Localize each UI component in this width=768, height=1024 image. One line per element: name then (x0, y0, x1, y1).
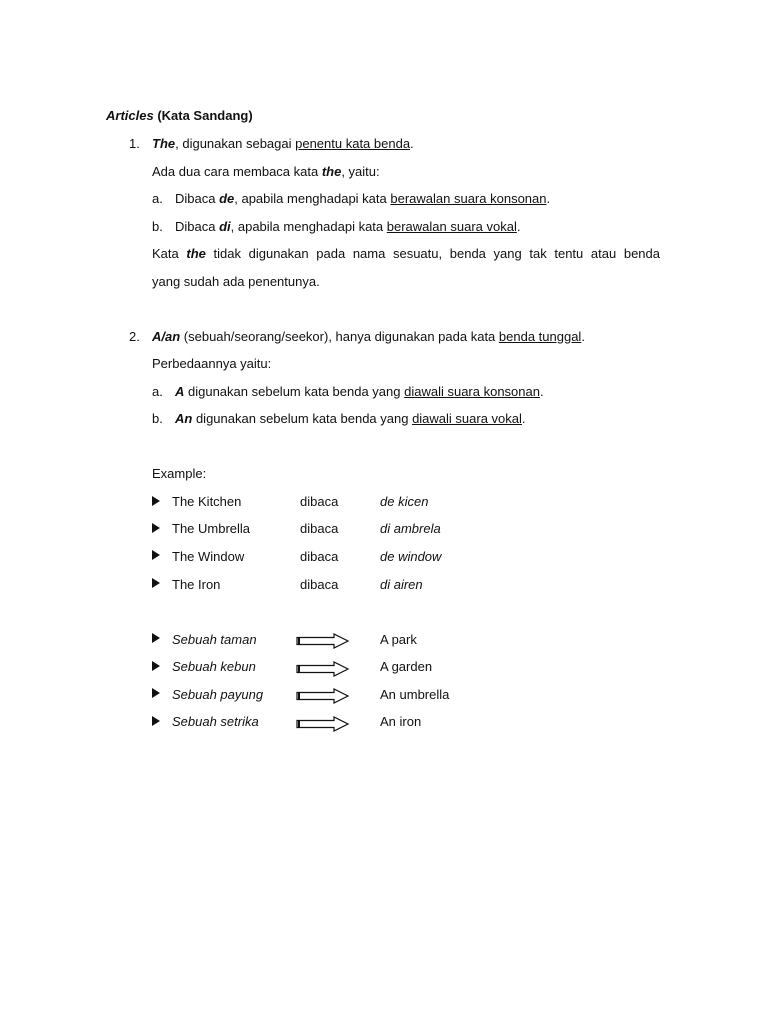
arrowhead-bullet-icon (152, 633, 160, 643)
translation-target: An umbrella (380, 687, 450, 702)
section-1-heading: The, digunakan sebagai penentu kata benda. (152, 136, 414, 151)
arrowhead-bullet-icon (152, 496, 160, 506)
section-1-note-line-2: yang sudah ada penentunya. (152, 274, 320, 289)
right-arrow-icon (296, 688, 350, 704)
translation-target: An iron (380, 714, 422, 729)
example-reading: de kicen (380, 494, 429, 509)
example-verb: dibaca (300, 494, 339, 509)
section-1-note: Kata the tidak digunakan pada nama sesuatu, benda yang tak tentu atau benda (152, 246, 660, 261)
translation-source: Sebuah taman (172, 632, 257, 647)
section-2-item-b-letter: b. (152, 411, 163, 426)
arrowhead-bullet-icon (152, 523, 160, 533)
example-word: The Umbrella (172, 521, 251, 536)
section-2-item-a: A digunakan sebelum kata benda yang diawali suara konsonan. (175, 384, 544, 399)
example-verb: dibaca (300, 521, 339, 536)
page-title: Articles (Kata Sandang) (106, 108, 253, 123)
arrowhead-bullet-icon (152, 661, 160, 671)
section-1-number: 1. (129, 136, 140, 151)
example-verb: dibaca (300, 549, 339, 564)
arrowhead-bullet-icon (152, 550, 160, 560)
section-1-item-b-letter: b. (152, 219, 163, 234)
example-word: The Window (172, 549, 245, 564)
example-label: Example: (152, 466, 207, 481)
right-arrow-icon (296, 661, 350, 677)
right-arrow-icon (296, 716, 350, 732)
section-1-item-b: Dibaca di, apabila menghadapi kata berawalan suara vokal. (175, 219, 521, 234)
section-1-item-a: Dibaca de, apabila menghadapi kata berawalan suara konsonan. (175, 191, 551, 206)
section-1-item-a-letter: a. (152, 191, 163, 206)
section-2-number: 2. (129, 329, 140, 344)
translation-source: Sebuah kebun (172, 659, 256, 674)
section-2-heading: A/an (sebuah/seorang/seekor), hanya digunakan pada kata benda tunggal. (152, 329, 585, 344)
section-2-item-a-letter: a. (152, 384, 163, 399)
section-1-line-2: Ada dua cara membaca kata the, yaitu: (152, 164, 380, 179)
arrowhead-bullet-icon (152, 688, 160, 698)
translation-target: A garden (380, 659, 433, 674)
example-verb: dibaca (300, 577, 339, 592)
arrowhead-bullet-icon (152, 716, 160, 726)
section-2-item-b: An digunakan sebelum kata benda yang diawali suara vokal. (175, 411, 526, 426)
example-reading: di airen (380, 577, 423, 592)
translation-target: A park (380, 632, 417, 647)
translation-source: Sebuah payung (172, 687, 264, 702)
section-2-line-2: Perbedaannya yaitu: (152, 356, 272, 371)
example-word: The Iron (172, 577, 221, 592)
arrowhead-bullet-icon (152, 578, 160, 588)
example-word: The Kitchen (172, 494, 242, 509)
translation-source: Sebuah setrika (172, 714, 259, 729)
example-reading: di ambrela (380, 521, 441, 536)
example-reading: de window (380, 549, 442, 564)
right-arrow-icon (296, 633, 350, 649)
